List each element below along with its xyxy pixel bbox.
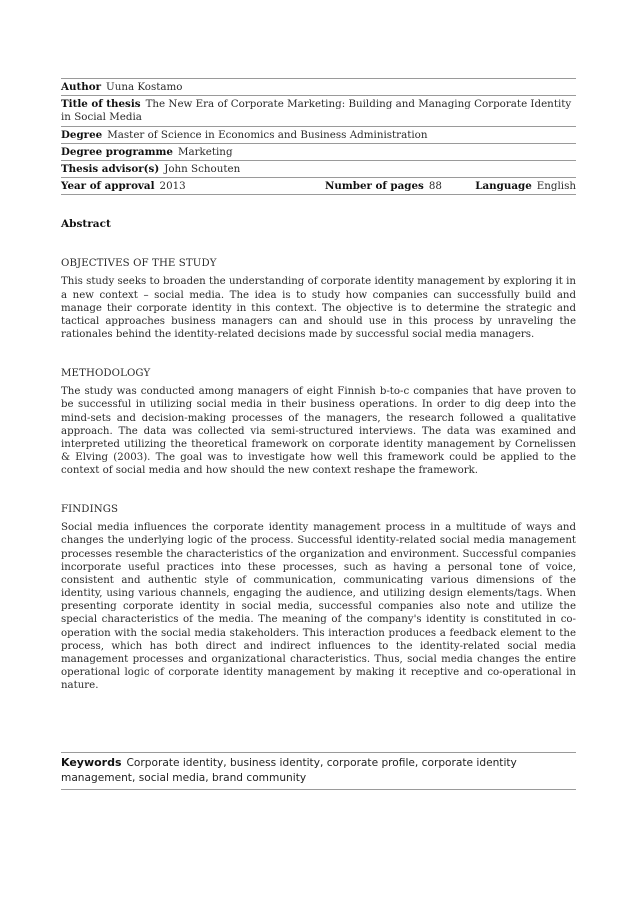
language-value: English xyxy=(536,180,576,193)
methodology-heading: METHODOLOGY xyxy=(61,368,151,380)
abstract-heading: Abstract xyxy=(61,218,111,231)
author-row xyxy=(61,78,576,95)
author-value: Uuna Kostamo xyxy=(106,81,183,93)
findings-heading: FINDINGS xyxy=(61,504,119,516)
advisor-value: John Schouten xyxy=(164,163,241,176)
abstract-page xyxy=(61,78,576,692)
keywords-value: Corporate identity, business identity, corporate profile, corporate identity management, social media, brand community xyxy=(61,757,517,784)
objectives-text: This study seeks to broaden the understanding of corporate identity management by exploring it in a new context – social media. The idea is to study how companies can successfully build and manage their corporate identity in this context. The objective is to determine the strategic and tactical approaches business managers can and should use in this process by unraveling the rationales behind the identity-related decisions made by successful social media managers. xyxy=(61,276,576,341)
year-pages-language-row xyxy=(61,177,576,195)
degree-label: Degree xyxy=(61,128,103,141)
year-label: Year of approval xyxy=(61,180,155,193)
language-cell xyxy=(475,180,576,193)
thesis-title-value: The New Era of Corporate Marketing: Building and Managing Corporate Identity in Social Media xyxy=(61,98,572,124)
thesis-title-row xyxy=(61,95,576,125)
programme-value: Marketing xyxy=(177,145,233,158)
keywords-label: Keywords xyxy=(61,756,122,769)
advisor-label: Thesis advisor(s) xyxy=(61,163,160,176)
methodology-text: The study was conducted among managers of eight Finnish b-to-c companies that have proven to be successful in utilizing social media in their business operations. In order to dig deep into the mind-sets and decision-making processes of the managers, the research followed a qualitative approach. The data was collected via semi-structured interviews. The data was examined and interpreted utilizing the theoretical framework on corporate identity management by Cornelissen & Elving (2003). The goal was to investigate how well this framework could be applied to the context of social media and how should the new context reshape the framework. xyxy=(61,386,576,477)
pages-value: 88 xyxy=(428,180,442,193)
pages-label: Number of pages xyxy=(325,180,424,193)
degree-value: Master of Science in Economics and Business Administration xyxy=(107,128,428,141)
advisor-row xyxy=(61,160,576,177)
thesis-title-label: Title of thesis xyxy=(61,98,141,111)
year-cell xyxy=(61,180,186,193)
objectives-heading: OBJECTIVES OF THE STUDY xyxy=(61,258,217,270)
keywords-box xyxy=(61,752,576,790)
author-label: Author xyxy=(61,81,102,93)
programme-label: Degree programme xyxy=(61,145,173,158)
degree-row xyxy=(61,126,576,143)
programme-row xyxy=(61,143,576,160)
year-value: 2013 xyxy=(159,180,186,193)
language-label: Language xyxy=(475,180,532,193)
pages-cell xyxy=(325,180,442,193)
findings-text: Social media influences the corporate identity management process in a multitude of ways and changes the underlying logic of the process. Successful identity-related social media management processes resemble the characteristics of the organization and environment. Successful companies incorporate useful practices into these processes, such as having a personal tone of voice, consistent and authentic style of communication, communicating various dimensions of the identity, using various channels, engaging the audience, and utilizing design elements/tags. When presenting corporate identity in social media, successful companies also note and utilize the special characteristics of the media. The meaning of the company's identity is constituted in co-operation with the social media stakeholders. This interaction produces a feedback element to the process, which has both direct and indirect influences to the identity-related social media management processes and organizational characteristics. Thus, social media changes the entire operational logic of corporate identity management by making it receptive and co-operational in nature. xyxy=(61,522,576,692)
